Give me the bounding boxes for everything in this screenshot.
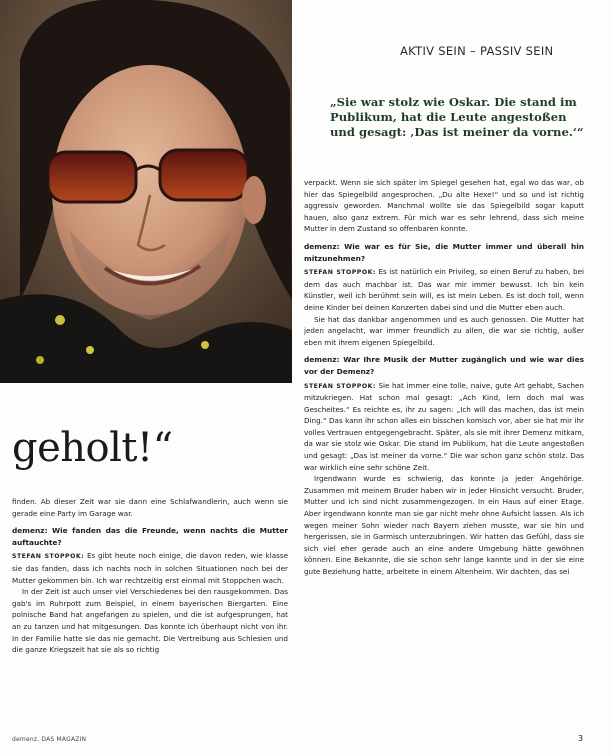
speaker-name-2: STEFAN STOPPOK: [304, 382, 376, 390]
interview-question-2: demenz: War Ihre Musik der Mutter zugänglich und wie war dies vor der Demenz? [304, 355, 584, 376]
page-number: 3 [578, 734, 584, 743]
answer-text-3: Sie hat immer eine tolle, naive, gute Art gehabt, Sachen mitzukriegen. Hat schon mal gesagt: „Ach Kind, lern doch mal was Gescheites.“ Es reichte es, ihr zu sagen: „Ich will das machen, das ist mein Ding.“ Das kann ihr schon alles ein bisschen komisch vor, aber sie hat mir ihr volles Vertrauen entgegengebracht. Später, als sie mit ihrer Demenz mitkam, da war sie stolz wie Oskar. Die stand im Publikum, hat die Leute angestoßen und gesagt: „Das ist meiner da vorne.“ Die war schon ganz schön stolz. Das war wirklich eine sehr schöne Zeit. [304, 380, 584, 472]
answer-paragraph [12, 550, 288, 586]
portrait-photo [0, 0, 292, 383]
answer-paragraph-3 [304, 380, 584, 474]
interview-question: demenz: Wie fanden das die Freunde, wenn nachts die Mutter auftauchte? [12, 526, 288, 547]
right-column [304, 177, 584, 578]
speaker-name: STEFAN STOPPOK: [12, 553, 85, 561]
answer-paragraph-1 [304, 266, 584, 313]
left-column [12, 496, 288, 656]
portrait-illustration [0, 0, 292, 383]
answer-text-1: Es ist natürlich ein Privileg, so einen Beruf zu haben, bei dem das auch machbar ist. Das war mir immer bewusst. Ich bin kein Künstler, weil ich berühmt sein will, es ist mein Leben. Es ist doch toll, wenn deine Kinder bei deinen Konzerten dabei sind und die Mutter eben auch. [304, 267, 585, 312]
interview-question-1: demenz: Wie war es für Sie, die Mutter immer und überall hin mitzunehmen? [304, 241, 584, 263]
footer-magazine-name: demenz. DAS MAGAZIN [12, 736, 87, 743]
section-header: AKTIV SEIN – PASSIV SEIN [400, 44, 554, 58]
answer-paragraph-4: Irgendwann wurde es schwierig, das konnte ja jeder Angehörige. Zusammen mit meinem Bruder haben wir in jeder Hinsicht versucht. Bruder, Mutter und ich sind nicht zusammengezogen. In ein Haus auf einer Etage. Aber irgendwann konnte man sie gar nicht mehr ohne Aufsicht lassen. Als ich wegen meiner Sohn wieder nach Bayern ziehen musste, war sie hin und hergerissen, sie in Garmisch unterzubringen. Wir hatten das Gefühl, dass sie sich viel eher gerade auch an eine andere Umgebung hätte gewöhnen können. Eine Bekannte, die sie schon sehr lange kannte und in der sie eine gute Beziehung hatte, arbeitete in einem Altenheim. Wir dachten, das sei [304, 474, 584, 576]
answer-paragraph-2: Sie hat das dankbar angenommen und es auch genossen. Die Mutter hat jeden angelacht, war immer freundlich zu allen, die war sie richtig, außer eben mit ihrem eigenen Spiegelbild. [304, 314, 584, 347]
answer-text: Es gibt heute noch einige, die davon reden, wie klasse sie das fanden, dass ich nachts noch in solchen Situationen noch bei der Mutter gekommen bin. Ich war rechtzeitig erst einmal mit Stoppchen wach. [12, 551, 289, 585]
answer-paragraph-2: In der Zeit ist auch unser viel Verschiedenes bei den rausgekommen. Das gab's im Ruhrpott zum Beispiel, in einem bayerischen Biergarten. Eine polnische Band hat angefangen zu spielen, und die ist aufgesprungen, hat an zu tanzen und hat mitgesungen. Das konnte ich überhaupt nicht von ihr. In der Familie hatte sie das nie gemacht. Die Vertreibung aus Schlesien und die ganze Kriegszeit hat sie als so richtig [12, 587, 288, 655]
speaker-name-1: STEFAN STOPPOK: [304, 269, 376, 277]
pull-quote: „Sie war stolz wie Oskar. Die stand im Publikum, hat die Leute angestoßen und gesagt: ‚Das ist meiner da vorne.‘“ [330, 95, 584, 139]
continuation-paragraph: verpackt. Wenn sie sich später im Spiegel gesehen hat, egal wo das war, ob hier das Spiegelbild angesprochen. „Du alte Hexe!“ und so und ist richtig aggressiv geworden. Manchmal wollte sie das Spiegelbild sogar kaputt hauen, also ganz extrem. Für mich war es sehr lehrend, dass sich meine Mutter in dem Zustand so offenbaren konnte. [304, 178, 584, 234]
intro-paragraph: finden. Ab dieser Zeit war sie dann eine Schlafwandlerin, auch wenn sie gerade eine Party im Garage war. [12, 497, 288, 518]
big-quote: geholt!“ [12, 425, 173, 471]
